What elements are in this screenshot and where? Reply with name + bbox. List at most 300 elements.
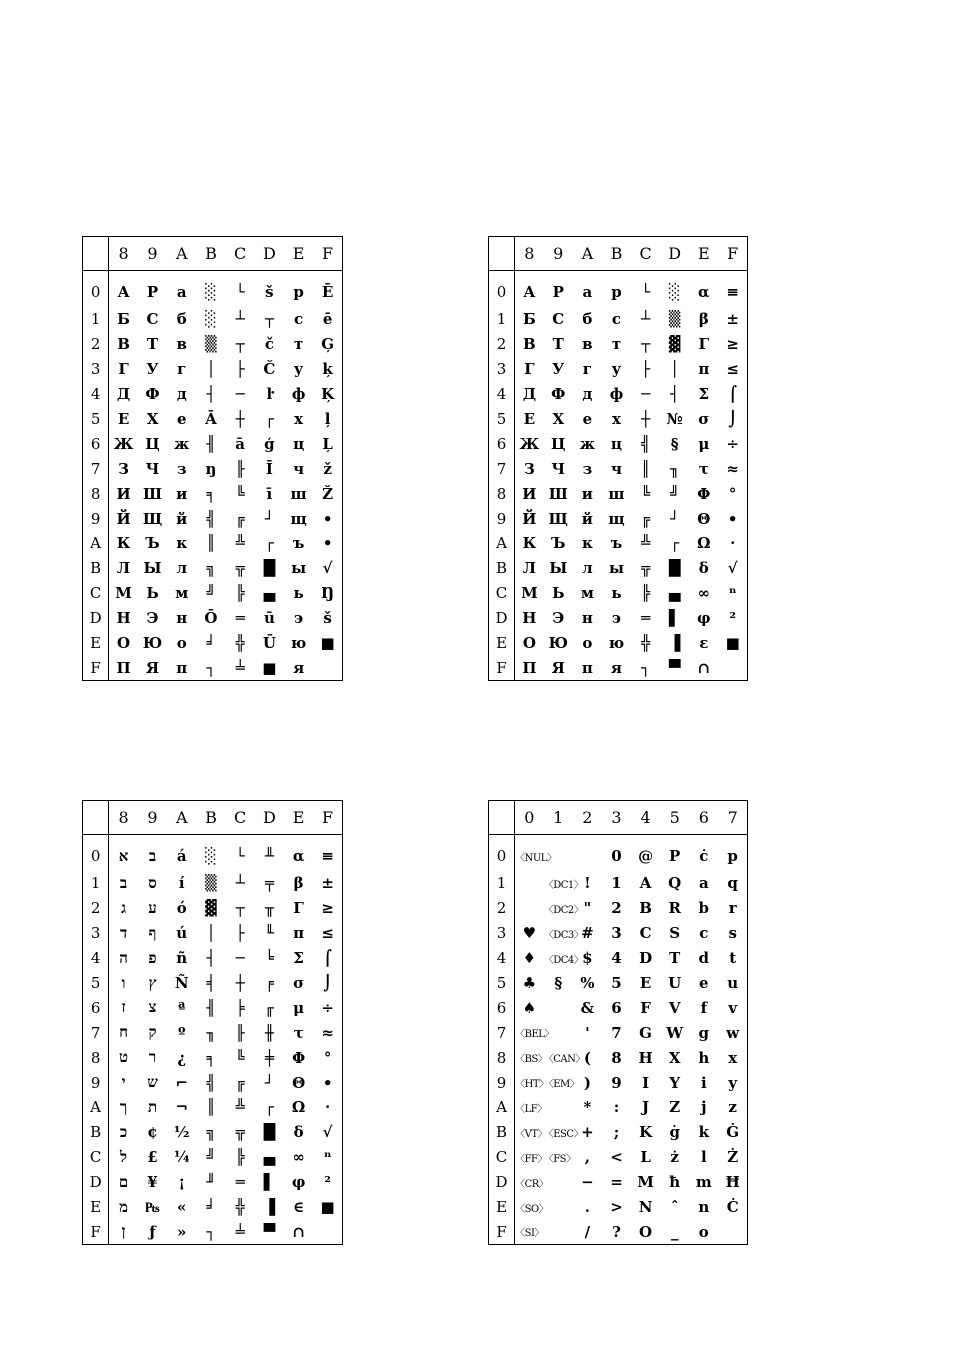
row-header: 9 (489, 1070, 515, 1095)
table-row (489, 1219, 748, 1244)
char-cell: @ (638, 847, 654, 865)
char-cell: ■ (320, 634, 335, 653)
char-cell (544, 1219, 573, 1244)
row-header: 7 (83, 1020, 109, 1045)
char-cell: √ (322, 1123, 333, 1142)
char-cell: а (582, 283, 593, 301)
char-cell: 〈FS〉 (543, 1153, 576, 1165)
char-cell: 〈DC2〉 (543, 904, 584, 916)
table-row (489, 921, 748, 946)
char-cell: р (611, 283, 622, 301)
char-cell: к (581, 534, 593, 553)
char-cell: . (584, 1198, 590, 1217)
row-header: 7 (489, 1020, 515, 1045)
code-table-ascii-maltese (488, 800, 748, 1245)
table-row (489, 357, 748, 382)
char-cell: ╗ (206, 559, 216, 578)
char-cell: μ (293, 998, 305, 1017)
char-cell: ╣ (206, 1073, 216, 1092)
char-cell: 〈DC4〉 (543, 954, 584, 966)
char-cell: Γ (698, 335, 710, 354)
char-cell: Ю (142, 634, 163, 653)
char-cell (515, 871, 544, 896)
char-cell: Ф (551, 385, 566, 404)
char-cell: ת (147, 1097, 158, 1116)
row-header: 4 (489, 382, 515, 407)
char-cell: σ (293, 974, 305, 992)
char-cell: # (581, 924, 594, 943)
char-cell: ▓ (205, 899, 217, 918)
char-cell: 〈DC3〉 (543, 929, 584, 941)
row-header: B (489, 1120, 515, 1145)
char-cell: ú (176, 924, 188, 943)
row-header: 8 (83, 481, 109, 506)
char-cell: Ъ (551, 534, 566, 553)
char-cell: Н (522, 609, 537, 628)
char-cell: г (177, 360, 187, 379)
table-row (489, 1070, 748, 1095)
header-row (83, 801, 343, 835)
char-cell (718, 655, 747, 680)
char-cell: ═ (235, 609, 245, 628)
char-cell: d (698, 949, 710, 968)
code-table-hebrew (82, 800, 343, 1245)
char-cell: Ġ (726, 1123, 740, 1142)
table-row (83, 506, 343, 531)
char-cell: 9 (611, 1073, 622, 1092)
char-cell: ! (584, 874, 591, 893)
table-row (83, 431, 343, 456)
row-header: 2 (83, 896, 109, 921)
char-cell: м (175, 584, 189, 603)
char-cell: Щ (548, 509, 568, 528)
table-row (489, 896, 748, 921)
char-cell: р (293, 283, 304, 301)
char-cell: č (264, 335, 274, 354)
char-cell: ģ (264, 434, 275, 453)
char-cell: % (580, 974, 595, 992)
char-cell (573, 835, 602, 872)
char-cell: А (523, 283, 536, 301)
char-cell: К (116, 534, 131, 553)
char-cell: · (324, 1098, 331, 1117)
char-cell: u (727, 974, 739, 992)
char-cell: └ (235, 847, 245, 865)
char-cell: ² (729, 609, 736, 628)
char-cell: e (699, 974, 709, 992)
char-cell: ± (321, 874, 334, 893)
char-cell: ╠ (641, 584, 651, 603)
table-row (83, 1095, 343, 1120)
char-cell: > (610, 1198, 623, 1217)
char-cell: ∞ (697, 584, 711, 603)
column-header: 4 (631, 801, 660, 835)
char-cell: φ (291, 1173, 306, 1192)
char-cell: , (584, 1148, 590, 1167)
row-header: 9 (489, 506, 515, 531)
char-cell: ╡ (206, 974, 216, 992)
char-cell: Ļ (322, 434, 333, 453)
char-cell: ┤ (206, 385, 216, 404)
char-cell: ф (609, 385, 624, 404)
table-row (83, 1070, 343, 1095)
char-cell: S (669, 924, 681, 943)
char-cell: ח (119, 1023, 128, 1042)
column-header: A (167, 801, 196, 835)
char-cell: q (727, 874, 738, 893)
char-cell: Ō (204, 609, 218, 628)
table-row (489, 556, 748, 581)
char-cell: ъ (610, 534, 623, 553)
column-header: 9 (138, 801, 167, 835)
table-row (83, 1045, 343, 1070)
char-cell: ┘ (264, 1073, 274, 1092)
table-row (489, 332, 748, 357)
char-cell: ▌ (263, 1173, 276, 1192)
char-cell: ▐ (263, 1198, 276, 1217)
char-cell: ♣ (522, 974, 537, 992)
table-row (83, 307, 343, 332)
char-cell: ▒ (668, 310, 681, 329)
char-cell: Ч (551, 459, 566, 478)
char-cell: Р (552, 283, 564, 301)
char-cell: · (730, 534, 736, 553)
char-cell: ╬ (235, 1198, 245, 1217)
char-cell: д (582, 385, 593, 404)
char-cell: ч (293, 459, 305, 478)
char-cell: № (666, 410, 683, 428)
char-cell: п (581, 658, 593, 677)
char-cell: + (581, 1123, 594, 1142)
char-cell: ≈ (321, 1023, 334, 1042)
char-cell: § (554, 974, 563, 992)
table-row (489, 431, 748, 456)
char-cell: Ŋ (321, 584, 335, 603)
char-cell: D (639, 949, 653, 968)
char-cell: Ж (113, 434, 134, 453)
char-cell: ╩ (235, 1098, 245, 1117)
char-cell: М (115, 584, 132, 603)
char-cell: 3 (611, 924, 622, 943)
char-cell: מ (119, 1197, 128, 1216)
row-header: 5 (489, 971, 515, 996)
char-cell: │ (206, 360, 216, 379)
table-row (489, 271, 748, 308)
char-cell: π (698, 360, 710, 379)
column-header: D (255, 801, 284, 835)
char-cell: ь (611, 584, 622, 603)
row-header: 7 (489, 456, 515, 481)
char-cell: ה (119, 948, 128, 967)
row-header: 2 (489, 332, 515, 357)
char-cell: ┬ (641, 335, 651, 354)
char-cell: y (728, 1073, 738, 1092)
char-cell: Q (668, 874, 682, 893)
char-cell: α (292, 847, 305, 865)
char-cell: " (583, 899, 592, 918)
char-cell (313, 655, 342, 680)
corner-cell (489, 801, 515, 835)
char-cell: U (668, 974, 682, 992)
char-cell: и (581, 484, 593, 503)
row-header: C (83, 1145, 109, 1170)
column-header: 8 (109, 801, 138, 835)
char-cell: z (728, 1098, 737, 1117)
char-cell: Б (522, 310, 536, 329)
header-row (83, 237, 343, 271)
char-cell: 0 (611, 847, 622, 865)
char-cell: Е (523, 410, 536, 428)
column-header: 8 (109, 237, 138, 271)
char-cell: з (176, 459, 187, 478)
row-header: 1 (83, 307, 109, 332)
table-row (489, 871, 748, 896)
table-row (489, 1145, 748, 1170)
row-header: 5 (83, 407, 109, 432)
table-row (83, 655, 343, 680)
char-cell: ч (610, 459, 622, 478)
char-cell: X (668, 1048, 681, 1067)
row-header: 8 (83, 1045, 109, 1070)
char-cell: √ (727, 559, 738, 578)
char-cell: ' (585, 1023, 590, 1042)
char-cell: E (639, 974, 652, 992)
char-cell: ╚ (235, 1048, 245, 1067)
char-cell: p (727, 847, 738, 865)
char-cell: o (698, 1222, 709, 1241)
row-header: D (83, 606, 109, 631)
char-cell: ╝ (206, 1148, 216, 1167)
row-header: 8 (489, 1045, 515, 1070)
char-cell: 〈BS〉 (515, 1054, 548, 1066)
char-cell: Φ (292, 1048, 306, 1067)
char-cell: ² (324, 1173, 331, 1192)
char-cell: л (176, 559, 188, 578)
table-row (489, 995, 748, 1020)
char-cell: ▒ (205, 335, 217, 354)
char-cell: ) (583, 1073, 591, 1092)
char-cell: ├ (235, 924, 245, 943)
char-cell: ь (293, 584, 304, 603)
table-row (83, 382, 343, 407)
row-header: C (83, 581, 109, 606)
row-header: C (489, 581, 515, 606)
char-cell: Л (116, 559, 131, 578)
char-cell: ∩ (292, 1222, 305, 1241)
char-cell: b (698, 899, 710, 918)
table-row (83, 1020, 343, 1045)
char-cell: ╜ (206, 1173, 216, 1192)
char-cell: ╦ (235, 559, 245, 578)
row-header: E (83, 631, 109, 656)
char-cell: ░ (668, 283, 681, 301)
char-cell: Ц (145, 434, 160, 453)
char-cell: Φ (697, 484, 711, 503)
char-cell: │ (206, 924, 216, 943)
char-cell: Э (552, 609, 565, 628)
char-cell: Г (524, 360, 535, 379)
char-cell: 4 (611, 949, 622, 968)
column-header: 2 (573, 801, 602, 835)
table-row (489, 1195, 748, 1220)
char-cell: к (176, 534, 188, 553)
char-cell: Ж (519, 434, 540, 453)
char-cell: с (294, 310, 304, 329)
char-cell: / (584, 1222, 591, 1241)
char-cell: Е (117, 410, 130, 428)
char-cell: r (728, 899, 737, 918)
column-header: 3 (602, 801, 631, 835)
char-cell: ┼ (641, 410, 651, 428)
char-cell: 8 (611, 1048, 622, 1067)
char-cell: М (521, 584, 538, 603)
char-cell: δ (293, 1123, 304, 1142)
char-cell: ד (119, 923, 128, 942)
table-row (83, 456, 343, 481)
char-cell: ° (323, 1048, 332, 1067)
table-row (489, 407, 748, 432)
char-cell: Л (522, 559, 537, 578)
row-header: 6 (489, 431, 515, 456)
char-cell: ¥ (147, 1173, 158, 1192)
char-cell: K (639, 1123, 653, 1142)
char-cell: ╩ (641, 534, 651, 553)
char-cell: ╝ (670, 484, 680, 503)
char-cell: Ē (321, 283, 334, 301)
row-header: C (489, 1145, 515, 1170)
char-cell: Ž (322, 484, 334, 503)
char-cell: █ (263, 559, 276, 578)
char-cell: ├ (235, 360, 245, 379)
char-cell: § (670, 434, 679, 453)
char-cell: ( (583, 1048, 591, 1067)
char-cell: █ (263, 1123, 276, 1142)
char-cell: ≥ (321, 899, 334, 918)
char-cell: ט (119, 1048, 129, 1067)
char-cell: ± (726, 310, 739, 329)
char-cell: П (116, 658, 131, 677)
table-row (83, 971, 343, 996)
char-cell: 〈SO〉 (515, 1203, 549, 1215)
char-cell: 7 (611, 1023, 622, 1042)
char-cell: − (581, 1173, 594, 1192)
char-cell: ⌡ (728, 410, 738, 428)
char-cell: V (668, 998, 681, 1017)
char-cell: ┼ (235, 974, 245, 992)
char-cell: P (669, 847, 681, 865)
row-header: 1 (83, 871, 109, 896)
code-table-cyrillic-latvian (82, 236, 343, 681)
char-cell: ═ (641, 609, 651, 628)
char-cell: ╦ (641, 559, 651, 578)
char-cell: ┘ (670, 509, 680, 528)
char-cell: 〈NUL〉 (515, 852, 557, 864)
char-cell: Ż (727, 1148, 739, 1167)
char-cell: ┬ (235, 899, 245, 918)
char-cell: Х (146, 410, 159, 428)
column-header: 9 (138, 237, 167, 271)
char-cell: ; (613, 1123, 620, 1142)
char-cell: ÷ (726, 434, 739, 453)
table-row (489, 835, 748, 872)
char-cell: v (728, 998, 738, 1017)
char-cell: И (522, 484, 537, 503)
char-cell: Т (552, 335, 564, 354)
char-cell: ▄ (263, 584, 276, 603)
char-cell: ▐ (668, 634, 681, 653)
char-cell: ⁿ (323, 1148, 332, 1167)
column-header: C (226, 237, 255, 271)
char-cell: Э (146, 609, 159, 628)
char-cell: ╧ (235, 1222, 245, 1241)
char-cell: á (176, 847, 187, 865)
char-cell: А (117, 283, 130, 301)
char-cell: 〈VT〉 (515, 1128, 547, 1140)
char-cell: ╧ (235, 658, 245, 677)
char-cell: ╛ (206, 634, 216, 653)
char-cell: ╦ (235, 1123, 245, 1142)
row-header: 0 (83, 271, 109, 308)
char-cell: ן (121, 1222, 126, 1241)
char-cell: ġ (669, 1123, 680, 1142)
char-cell: ˆ (670, 1198, 679, 1217)
char-cell: Σ (293, 949, 304, 968)
char-cell: х (294, 410, 304, 428)
column-header: D (660, 237, 689, 271)
char-cell: כ (119, 1122, 128, 1141)
table-row (83, 946, 343, 971)
char-cell: ╤ (264, 874, 274, 893)
char-cell: ╚ (641, 484, 651, 503)
char-cell: э (611, 609, 622, 628)
char-cell: 〈DC1〉 (543, 879, 584, 891)
char-cell: ╕ (206, 1048, 216, 1067)
char-cell: ю (608, 634, 625, 653)
char-cell: š (323, 609, 332, 628)
table-row (489, 382, 748, 407)
char-cell: ш (290, 484, 307, 503)
column-header: F (313, 237, 342, 271)
char-cell: ¬ (175, 1098, 189, 1117)
char-cell: И (116, 484, 131, 503)
char-cell: ╔ (235, 509, 245, 528)
char-cell: Х (552, 410, 565, 428)
corner-cell (489, 237, 515, 271)
char-cell (544, 1095, 573, 1120)
table-row (489, 581, 748, 606)
char-cell: щ (290, 509, 307, 528)
char-cell: ╒ (264, 974, 274, 992)
char-cell: C (639, 924, 652, 943)
char-cell: ╗ (206, 1123, 216, 1142)
header-row (489, 801, 748, 835)
column-header: A (573, 237, 602, 271)
char-cell: ▄ (668, 584, 681, 603)
char-cell: 〈ESC〉 (543, 1128, 584, 1140)
column-header: 6 (689, 801, 718, 835)
char-cell: 5 (611, 974, 622, 992)
char-cell: δ (698, 559, 709, 578)
char-cell: « (177, 1198, 187, 1217)
char-cell: ┴ (641, 310, 651, 329)
char-cell: ╣ (641, 434, 651, 453)
char-cell: ╠ (235, 584, 245, 603)
char-cell: ר (148, 1048, 157, 1067)
table-row (489, 307, 748, 332)
char-cell: м (580, 584, 594, 603)
char-cell: Θ (292, 1073, 306, 1092)
char-cell: т (611, 335, 622, 354)
